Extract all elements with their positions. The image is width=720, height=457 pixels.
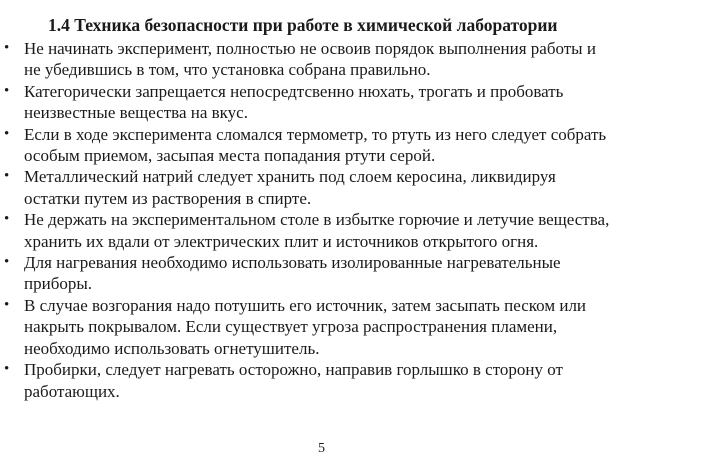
list-item	[0, 209, 700, 252]
list-item	[0, 166, 700, 209]
list-item-line: Не держать на экспериментальном столе в избытке горючие и летучие вещества,	[24, 210, 610, 230]
list-item-line: работающих.	[24, 381, 120, 401]
list-item-line: приборы.	[24, 274, 93, 294]
bullet-icon: •	[4, 361, 10, 378]
list-item-line: особым приемом, засыпая места попадания ртути серой.	[24, 146, 436, 166]
page-number: 5	[318, 441, 325, 456]
list-item-line: Не начинать эксперимент, полностью не освоив порядок выполнения работы и	[24, 39, 596, 58]
list-item-line: Категорически запрещается непосредтсвенно нюхать, трогать и пробовать	[24, 81, 564, 101]
list-item	[0, 81, 700, 124]
bullet-icon: •	[4, 168, 10, 185]
list-item-line: Для нагревания необходимо использовать изолированные нагревательные	[24, 253, 561, 273]
list-item	[0, 359, 700, 402]
bullet-icon: •	[4, 211, 10, 228]
list-item-line: Металлический натрий следует хранить под слоем керосина, ликвидируя	[24, 167, 556, 187]
safety-rules-list	[0, 38, 700, 402]
list-item	[0, 252, 700, 295]
bullet-icon: •	[4, 40, 10, 56]
list-item	[0, 295, 700, 359]
list-item-line: Пробирки, следует нагревать осторожно, направив горлышко в сторону от	[24, 360, 563, 380]
bullet-icon: •	[4, 82, 10, 99]
list-item-line: Если в ходе эксперимента сломался термометр, то ртуть из него следует собрать	[24, 124, 607, 144]
section-heading: 1.4 Техника безопасности при работе в химической лаборатории	[48, 15, 558, 35]
bullet-icon: •	[4, 296, 10, 313]
list-item-line: необходимо использовать огнетушитель.	[24, 338, 320, 358]
list-item-line: накрыть покрывалом. Если существует угроза распространения пламени,	[24, 317, 558, 337]
list-item	[0, 38, 700, 81]
list-item-line: неизвестные вещества на вкус.	[24, 103, 248, 123]
list-item-line: остатки путем из растворения в спирте.	[24, 188, 312, 208]
bullet-icon: •	[4, 254, 10, 271]
list-item	[0, 124, 700, 167]
bullet-icon: •	[4, 125, 10, 142]
list-item-line: не убедившись в том, что установка собрана правильно.	[24, 60, 431, 80]
list-item-line: хранить их вдали от электрических плит и источников открытого огня.	[24, 231, 539, 251]
list-item-line: В случае возгорания надо потушить его источник, затем засыпать песком или	[24, 295, 587, 315]
